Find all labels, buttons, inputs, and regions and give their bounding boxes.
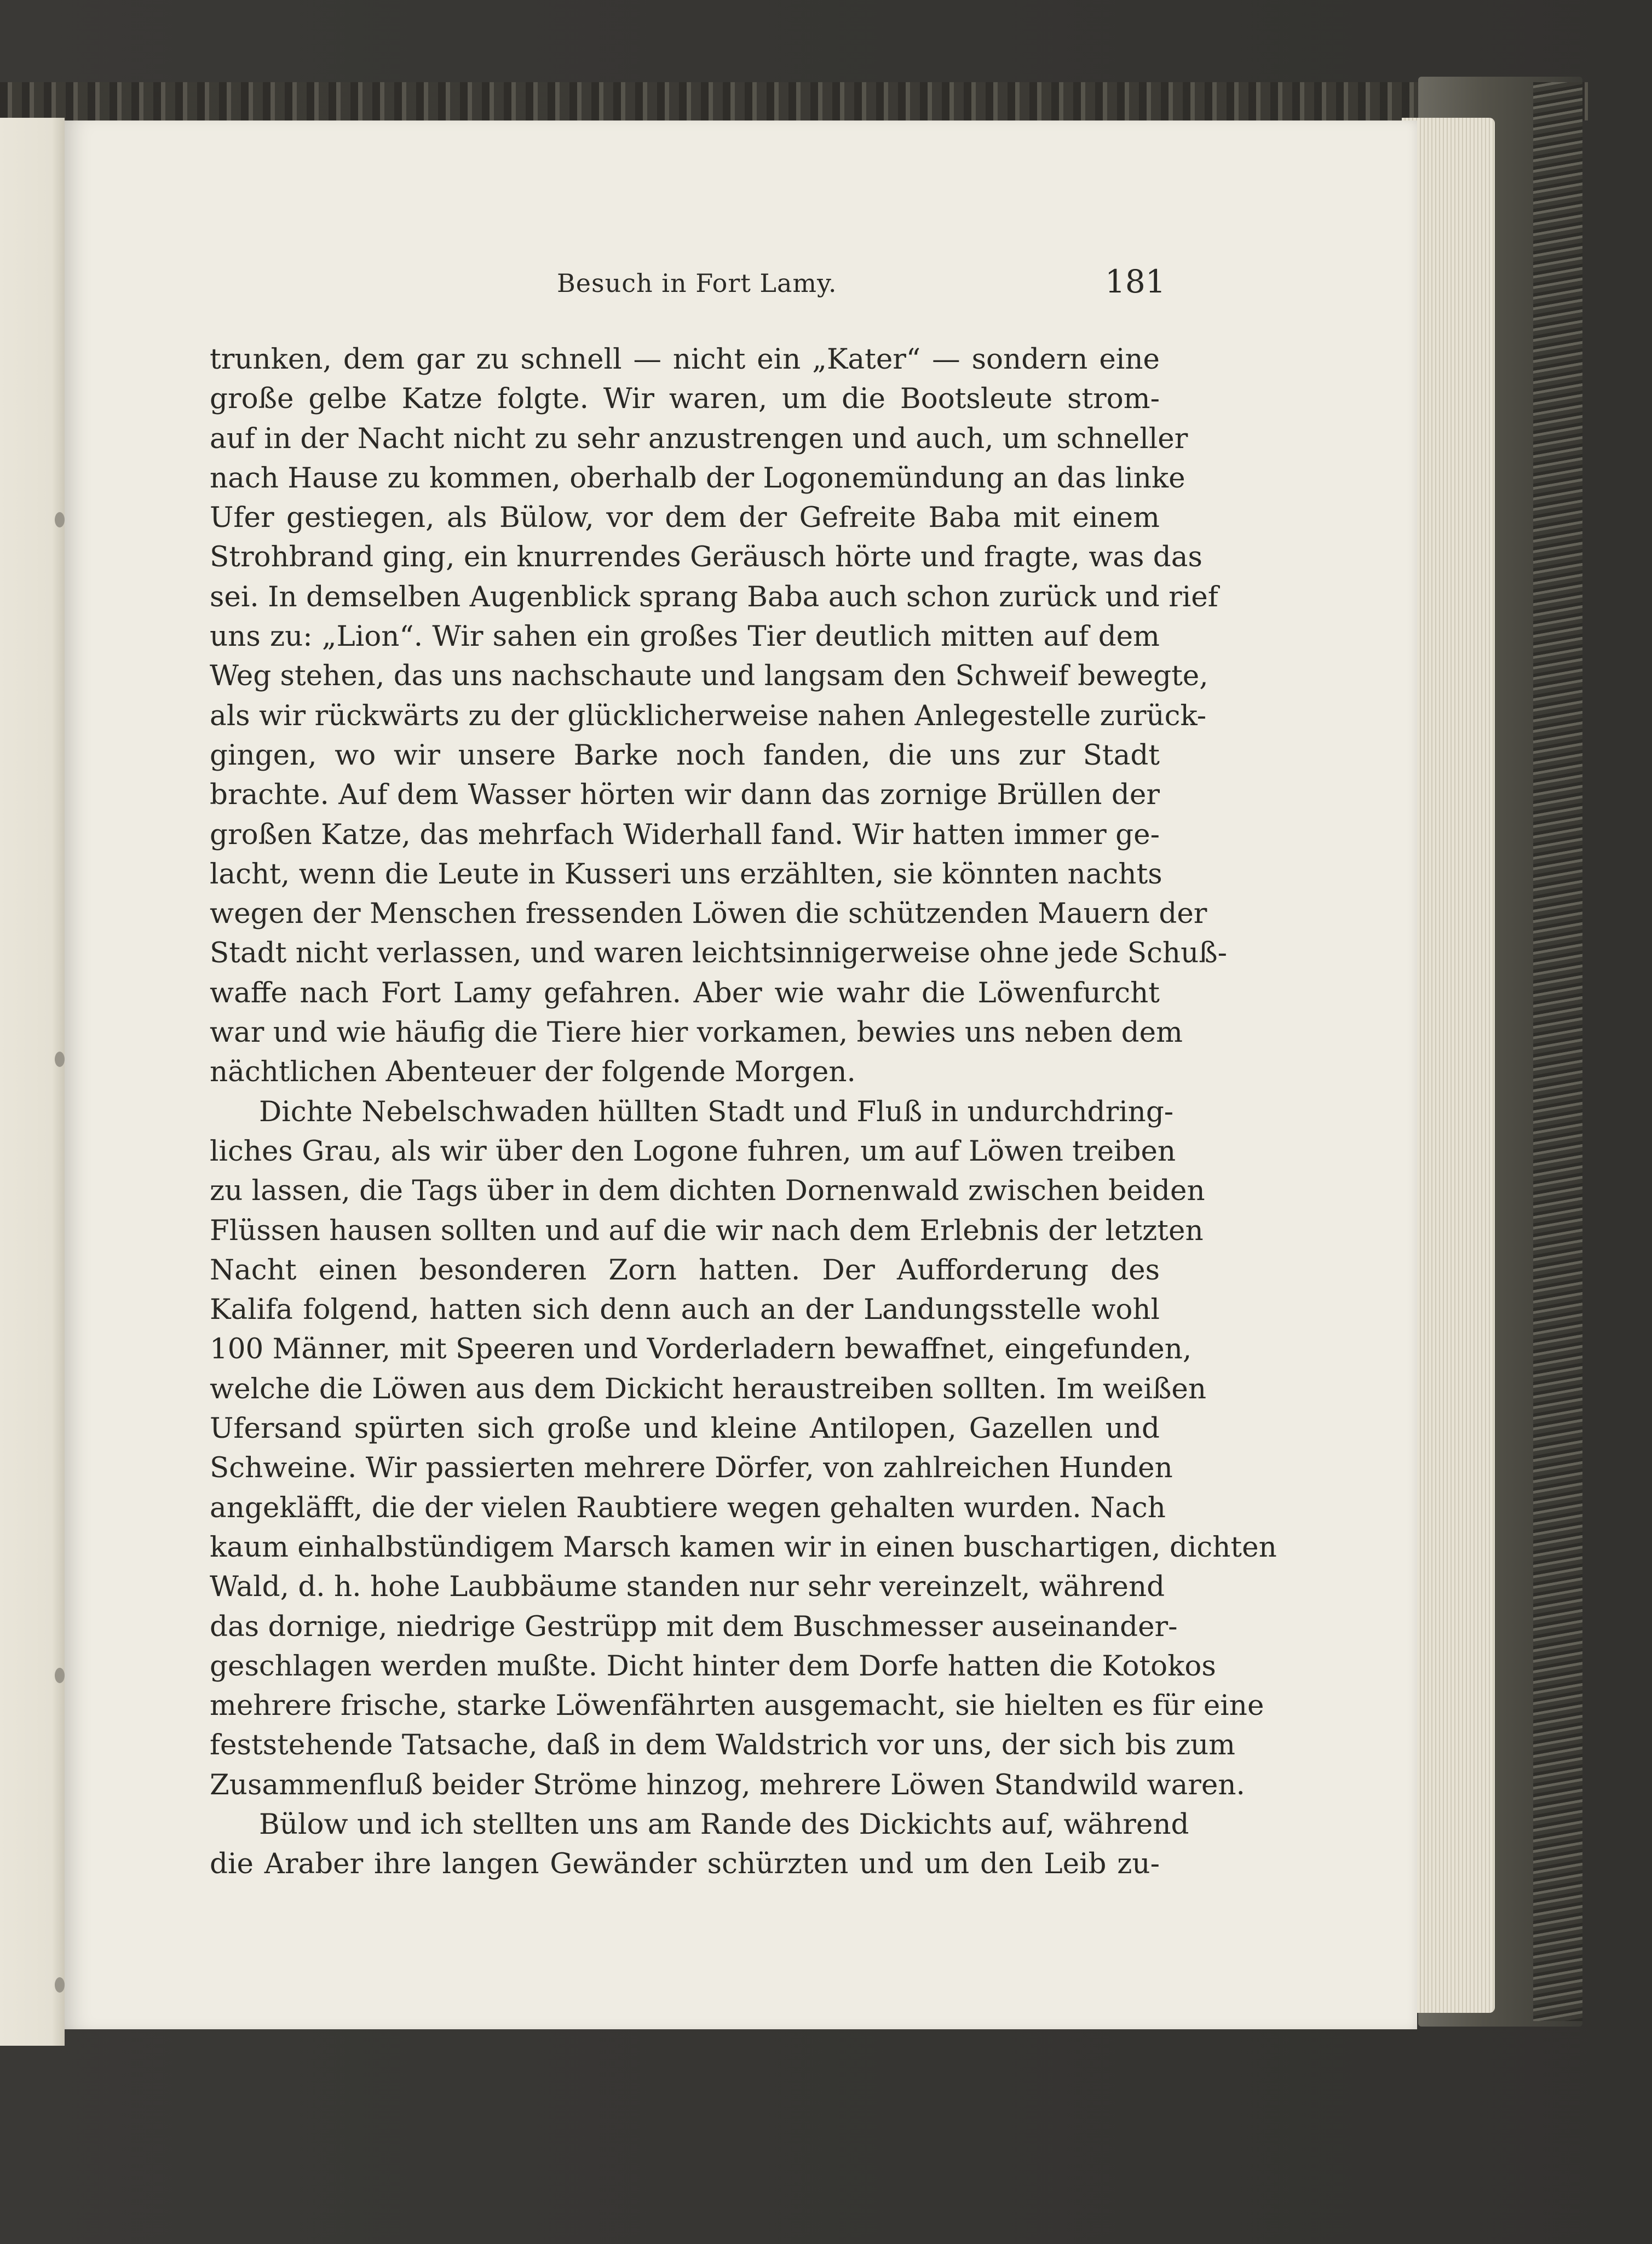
text-line: sei. In demselben Augenblick sprang Baba auch schon zurück und rief — [210, 580, 1218, 613]
binding-tape — [0, 82, 1588, 120]
text-line: Ufersand spürten sich große und kleine Antilopen, Gazellen und — [210, 1412, 1160, 1445]
text-line: Wald, d. h. hohe Laubbäume standen nur sehr vereinzelt, während — [210, 1570, 1165, 1604]
text-line: Kalifa folgend, hatten sich denn auch an der Landungsstelle wohl — [210, 1293, 1160, 1327]
running-head: Besuch in Fort Lamy. — [557, 268, 837, 298]
text-line: Ufer gestiegen, als Bülow, vor dem der Gefreite Baba mit einem — [210, 501, 1160, 535]
text-line: Dichte Nebelschwaden hüllten Stadt und Fluß in undurchdring- — [259, 1095, 1174, 1128]
text-line: nach Hause zu kommen, oberhalb der Logonemündung an das linke — [210, 461, 1185, 495]
text-line: brachte. Auf dem Wasser hörten wir dann das zornige Brüllen der — [210, 778, 1160, 812]
text-line: mehrere frische, starke Löwenfährten ausgemacht, sie hielten es für eine — [210, 1689, 1264, 1723]
text-line: kaum einhalbstündigem Marsch kamen wir in einen buschartigen, dichten — [210, 1530, 1277, 1564]
binding-mark — [55, 512, 65, 527]
text-line: Flüssen hausen sollten und auf die wir nach dem Erlebnis der letzten — [210, 1214, 1204, 1247]
body-text — [210, 340, 1277, 1884]
text-line: Strohbrand ging, ein knurrendes Geräusch hörte und fragte, was das — [210, 541, 1202, 574]
text-line: als wir rückwärts zu der glücklicherweise nahen Anlegestelle zurück- — [210, 699, 1207, 732]
text-line: Schweine. Wir passierten mehrere Dörfer, von zahlreichen Hunden — [210, 1451, 1173, 1485]
text-line: die Araber ihre langen Gewänder schürzten und um den Leib zu- — [210, 1847, 1160, 1881]
binding-mark — [55, 1977, 65, 1993]
text-line: Zusammenfluß beider Ströme hinzog, mehrere Löwen Standwild waren. — [210, 1768, 1245, 1801]
binding-mark — [55, 1052, 65, 1067]
text-line: waffe nach Fort Lamy gefahren. Aber wie wahr die Löwenfurcht — [210, 976, 1160, 1009]
text-line: feststehende Tatsache, daß in dem Waldstrich vor uns, der sich bis zum — [210, 1729, 1235, 1762]
text-line: auf in der Nacht nicht zu sehr anzustrengen und auch, um schneller — [210, 422, 1188, 455]
text-line: war und wie häufig die Tiere hier vorkamen, bewies uns neben dem — [210, 1016, 1183, 1049]
text-line: trunken, dem gar zu schnell — nicht ein „Kater“ — sondern eine — [210, 343, 1160, 376]
text-line: welche die Löwen aus dem Dickicht heraustreiben sollten. Im weißen — [210, 1372, 1207, 1405]
text-line: Bülow und ich stellten uns am Rande des Dickichts auf, während — [259, 1807, 1189, 1841]
text-line: lacht, wenn die Leute in Kusseri uns erzählten, sie könnten nachts — [210, 857, 1162, 891]
text-line: großen Katze, das mehrfach Widerhall fand. Wir hatten immer ge- — [210, 818, 1160, 851]
text-line: Nacht einen besonderen Zorn hatten. Der Aufforderung des — [210, 1253, 1160, 1287]
text-line: zu lassen, die Tags über in dem dichten Dornenwald zwischen beiden — [210, 1174, 1205, 1208]
text-line: geschlagen werden mußte. Dicht hinter dem Dorfe hatten die Kotokos — [210, 1649, 1216, 1683]
text-line: das dornige, niedrige Gestrüpp mit dem Buschmesser auseinander- — [210, 1610, 1178, 1643]
facing-page — [0, 118, 65, 2046]
text-line: 100 Männer, mit Speeren und Vorderladern bewaffnet, eingefunden, — [210, 1333, 1192, 1366]
text-line: nächtlichen Abenteuer der folgende Morgen. — [210, 1055, 856, 1089]
cover-texture — [1533, 82, 1582, 2021]
page-number: 181 — [1105, 263, 1166, 300]
text-line: gingen, wo wir unsere Barke noch fanden, die uns zur Stadt — [210, 738, 1160, 772]
text-line: Weg stehen, das uns nachschaute und langsam den Schweif bewegte, — [210, 659, 1208, 693]
text-line: liches Grau, als wir über den Logone fuhren, um auf Löwen treiben — [210, 1134, 1176, 1168]
binding-mark — [55, 1668, 65, 1683]
text-line: große gelbe Katze folgte. Wir waren, um die Bootsleute strom- — [210, 382, 1160, 416]
text-line: wegen der Menschen fressenden Löwen die schützenden Mauern der — [210, 897, 1207, 931]
text-line: Stadt nicht verlassen, und waren leichtsinnigerweise ohne jede Schuß- — [210, 937, 1228, 970]
text-line: uns zu: „Lion“. Wir sahen ein großes Tier deutlich mitten auf dem — [210, 620, 1160, 653]
text-line: angekläfft, die der vielen Raubtiere wegen gehalten wurden. Nach — [210, 1491, 1166, 1524]
